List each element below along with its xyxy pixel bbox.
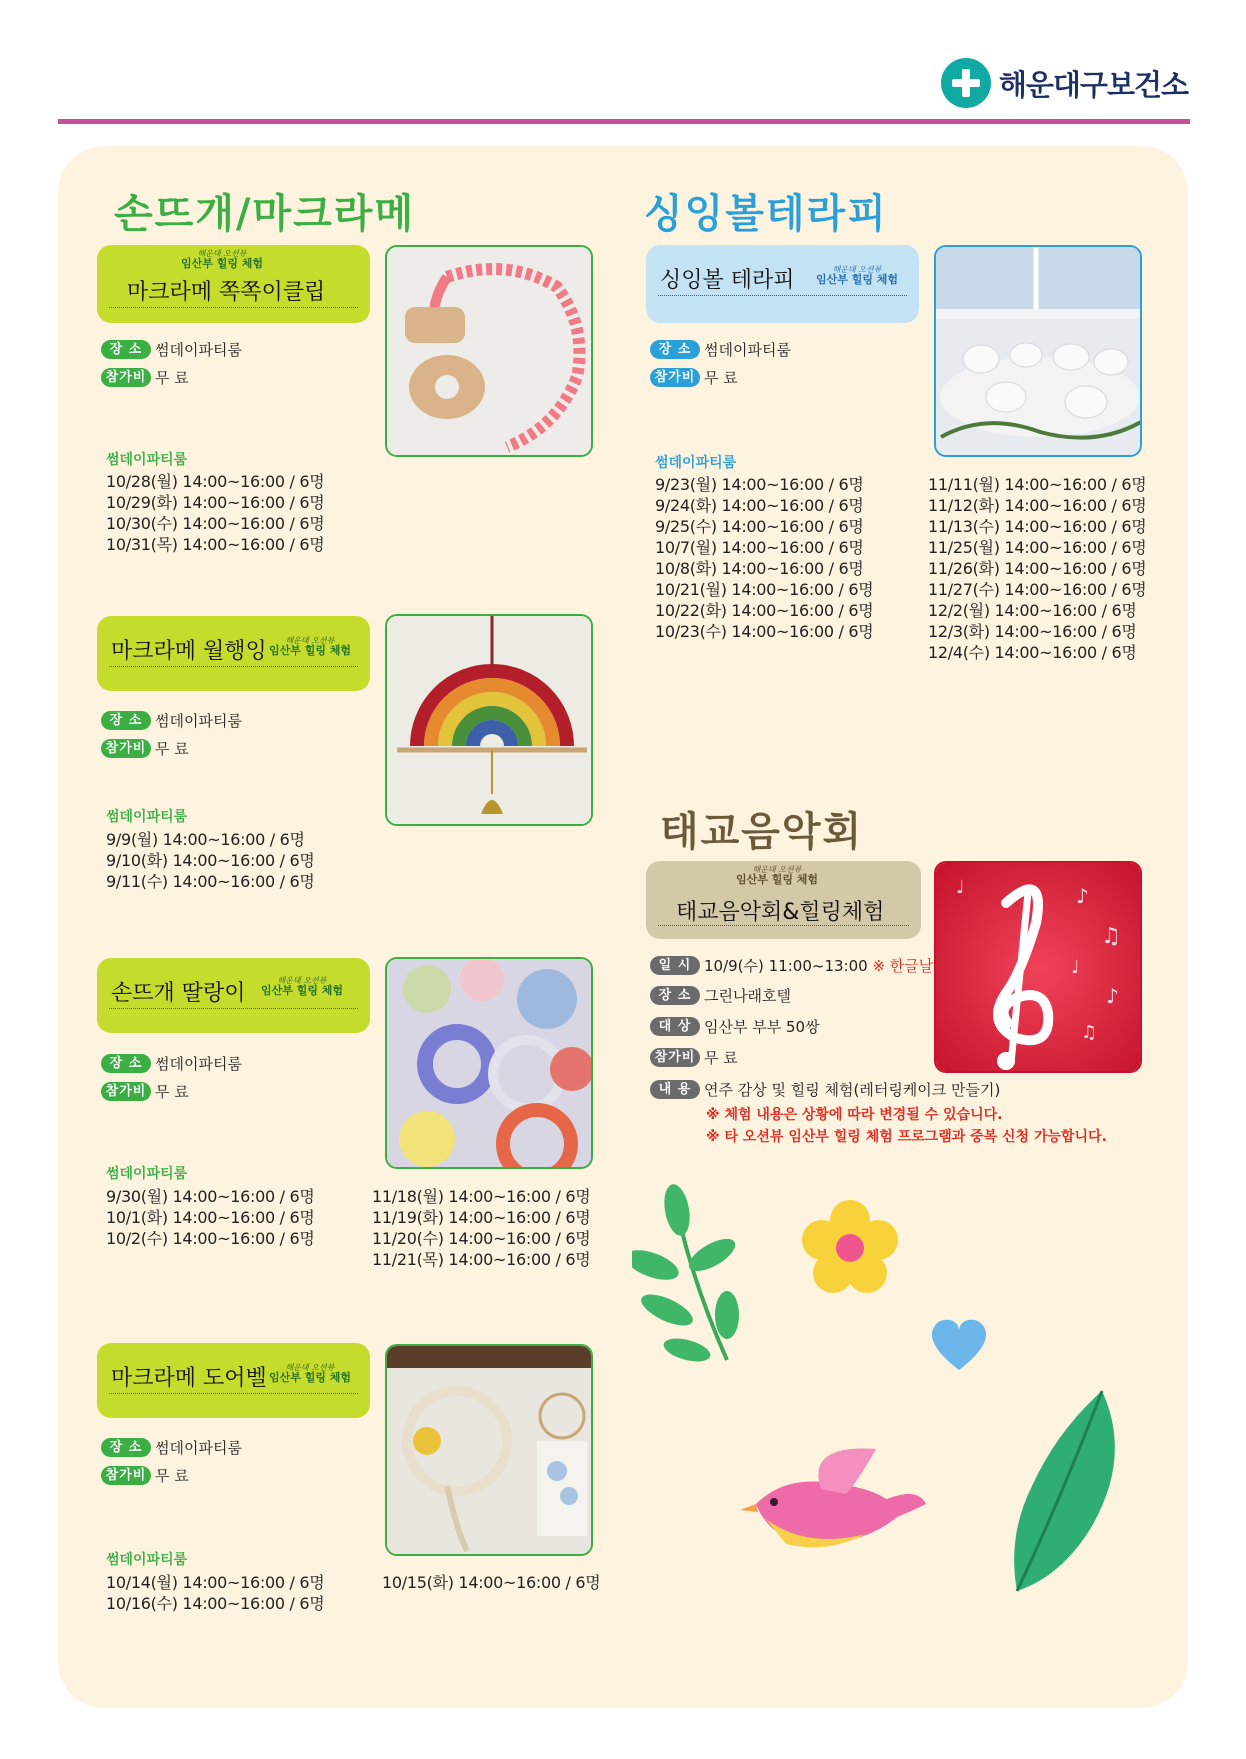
schedule-singingbowl-a: 9/23(월) 14:00~16:00 / 6명 9/24(화) 14:00~16:00 / 6명 9/25(수) 14:00~16:00 / 6명 10/7(월) 14:00~16:00 / 6명 10/8(화) 14:00~16:00 / 6명 10/21(월) 14:00~16:00 / 6명 10/22(화) 14:00~16:00 / 6명 10/23(수) 14:00~16:00 / 6명 [655, 475, 874, 641]
program-badge: 해운대 오션뷰 임산부 힐링 체험 [269, 636, 352, 658]
info-fee-clip [101, 367, 189, 388]
svg-text:♪: ♪ [1076, 884, 1089, 908]
info-content-concert [650, 1079, 1000, 1100]
health-center-logo [941, 56, 1188, 110]
photo-crochet-rattle [385, 957, 593, 1169]
label-fee: 참가비 [101, 368, 151, 387]
schedule-singingbowl-b: 11/11(월) 14:00~16:00 / 6명 11/12(화) 14:00~16:00 / 6명 11/13(수) 14:00~16:00 / 6명 11/25(월) 14:00~16:00 / 6명 11/26(화) 14:00~16:00 / 6명 11/27(수) 14:00~16:00 / 6명 12/2(월) 14:00~16:00 / 6명 12/3(화) 14:00~16:00 / 6명 12/4(수) 14:00~16:00 / 6명 [928, 475, 1147, 662]
program-card-doorbell [97, 1343, 370, 1418]
fee-value: 무 료 [155, 1083, 189, 1101]
dotted-divider [658, 295, 907, 296]
section-title-concert: 태교음악회 [660, 809, 864, 855]
dotted-divider [109, 1393, 358, 1394]
place-value: 썸데이파티룸 [155, 341, 242, 359]
place-value: 썸데이파티룸 [155, 1055, 242, 1073]
program-name: 마크라메 쪽쪽이클립 [127, 280, 326, 305]
info-place-clip [101, 339, 242, 360]
photo-treble-clef [934, 861, 1142, 1073]
schedule-doorbell-a: 10/14(월) 14:00~16:00 / 6명 10/16(수) 14:00~16:00 / 6명 [106, 1573, 325, 1613]
schedule-rattle-a: 9/30(월) 14:00~16:00 / 6명 10/1(화) 14:00~16:00 / 6명 10/2(수) 14:00~16:00 / 6명 [106, 1187, 315, 1248]
program-card-wallhanging [97, 616, 370, 691]
dotted-divider [109, 1008, 358, 1009]
info-fee-singingbowl [650, 367, 738, 388]
program-card-rattle [97, 958, 370, 1033]
photo-rainbow-wallhanging [385, 614, 593, 826]
venue-label-clip: 썸데이파티룸 [106, 452, 188, 468]
photo-singing-bowls [934, 245, 1142, 457]
info-place-singingbowl [650, 339, 791, 360]
program-badge: 해운대 오션뷰 임산부 힐링 체험 [816, 265, 899, 287]
label-fee: 참가비 [101, 1466, 151, 1485]
date-value: 10/9(수) 11:00~13:00 [704, 957, 868, 975]
label-date: 일 시 [650, 956, 700, 975]
section-title-singing-bowl: 싱잉볼테라피 [644, 191, 888, 237]
flower-icon [800, 1198, 900, 1298]
program-name: 손뜨개 딸랑이 [111, 981, 246, 1006]
heart-icon [928, 1316, 990, 1372]
content-value: 연주 감상 및 힐링 체험(레터링케이크 만들기) [704, 1081, 1001, 1099]
info-date-concert [650, 955, 933, 976]
program-card-concert [646, 861, 921, 939]
dotted-divider [658, 925, 909, 926]
svg-text:♩: ♩ [1071, 957, 1080, 978]
venue-label-doorbell: 썸데이파티룸 [106, 1552, 188, 1568]
info-place-concert [650, 985, 791, 1006]
fee-value: 무 료 [704, 369, 738, 387]
program-name: 태교음악회&힐링체험 [676, 900, 885, 925]
svg-text:♫: ♫ [1081, 1022, 1098, 1043]
info-target-concert [650, 1016, 820, 1037]
svg-text:♫: ♫ [1101, 924, 1121, 949]
program-name: 마크라메 월행잉 [111, 639, 267, 664]
label-fee: 참가비 [101, 739, 151, 758]
svg-text:♪: ♪ [1106, 984, 1119, 1008]
target-value: 임산부 부부 50쌍 [704, 1018, 820, 1036]
program-badge: 해운대 오션뷰 임산부 힐링 체험 [181, 249, 264, 271]
label-place: 장 소 [101, 711, 151, 730]
label-content: 내 용 [650, 1080, 700, 1099]
label-fee: 참가비 [650, 1048, 700, 1067]
program-card-clip [97, 245, 370, 323]
info-fee-rattle [101, 1081, 189, 1102]
health-cross-icon [941, 58, 991, 108]
schedule-clip: 10/28(월) 14:00~16:00 / 6명 10/29(화) 14:00~16:00 / 6명 10/30(수) 14:00~16:00 / 6명 10/31(목) 14:00~16:00 / 6명 [106, 472, 325, 554]
program-card-singingbowl [646, 245, 919, 323]
bird-icon [726, 1444, 926, 1554]
info-fee-doorbell [101, 1465, 189, 1486]
venue-label-singingbowl: 썸데이파티룸 [655, 455, 737, 471]
venue-label-rattle: 썸데이파티룸 [106, 1166, 188, 1182]
fee-value: 무 료 [155, 740, 189, 758]
section-title-knit: 손뜨개/마크라메 [114, 191, 416, 237]
date-note: ※ 한글날 [872, 957, 934, 975]
fee-value: 무 료 [155, 369, 189, 387]
fee-value: 무 료 [704, 1049, 738, 1067]
schedule-doorbell-b: 10/15(화) 14:00~16:00 / 6명 [382, 1573, 601, 1592]
info-fee-wallhanging [101, 738, 189, 759]
info-fee-concert [650, 1047, 738, 1068]
label-place: 장 소 [650, 986, 700, 1005]
photo-pacifier-clip [385, 245, 593, 457]
header-divider [58, 119, 1190, 124]
label-fee: 참가비 [650, 368, 700, 387]
program-badge: 해운대 오션뷰 임산부 힐링 체험 [269, 1363, 352, 1385]
program-badge: 해운대 오션뷰 임산부 힐링 체험 [261, 976, 344, 998]
program-name: 싱잉볼 테라피 [660, 268, 795, 293]
program-badge: 해운대 오션뷰 임산부 힐링 체험 [736, 865, 819, 887]
svg-text:♩: ♩ [956, 877, 965, 898]
info-place-wallhanging [101, 710, 242, 731]
venue-label-wallhanging: 썸데이파티룸 [106, 809, 188, 825]
schedule-rattle-b: 11/18(월) 14:00~16:00 / 6명 11/19(화) 14:00~16:00 / 6명 11/20(수) 14:00~16:00 / 6명 11/21(목) 14:00~16:00 / 6명 [372, 1187, 591, 1269]
place-value: 썸데이파티룸 [704, 341, 791, 359]
label-place: 장 소 [650, 340, 700, 359]
info-place-rattle [101, 1053, 242, 1074]
label-place: 장 소 [101, 1054, 151, 1073]
place-value: 썸데이파티룸 [155, 1439, 242, 1457]
program-name: 마크라메 도어벨 [111, 1366, 267, 1391]
place-value: 그린나래호텔 [704, 987, 791, 1005]
concert-notes: ※ 체험 내용은 상황에 따라 변경될 수 있습니다. ※ 타 오션뷰 임산부 힐링 체험 프로그램과 중복 신청 가능합니다. [706, 1107, 1107, 1145]
label-target: 대 상 [650, 1017, 700, 1036]
dotted-divider [109, 666, 358, 667]
fee-value: 무 료 [155, 1467, 189, 1485]
feather-leaf-icon [1002, 1386, 1122, 1596]
leaf-branch-icon [632, 1180, 742, 1370]
label-place: 장 소 [101, 1438, 151, 1457]
label-fee: 참가비 [101, 1082, 151, 1101]
schedule-wallhanging: 9/9(월) 14:00~16:00 / 6명 9/10(화) 14:00~16:00 / 6명 9/11(수) 14:00~16:00 / 6명 [106, 830, 315, 891]
logo-text: 해운대구보건소 [998, 67, 1188, 102]
place-value: 썸데이파티룸 [155, 712, 242, 730]
dotted-divider [109, 307, 358, 308]
photo-macrame-doorbell [385, 1344, 593, 1556]
label-place: 장 소 [101, 340, 151, 359]
info-place-doorbell [101, 1437, 242, 1458]
